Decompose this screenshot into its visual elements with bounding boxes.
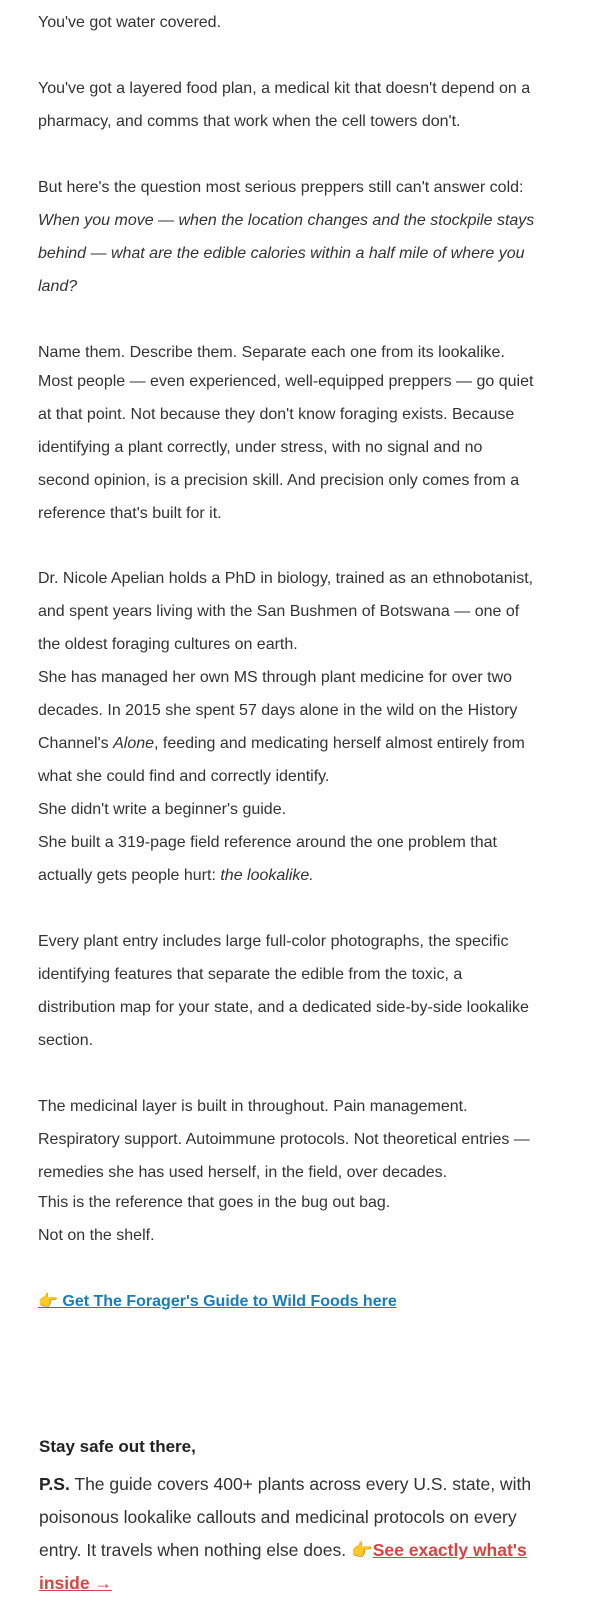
pointing-hand-icon: 👉 — [38, 1293, 58, 1310]
see-inside-link-continued[interactable]: inside → — [39, 1573, 112, 1593]
paragraph-line: She didn't write a beginner's guide. — [38, 801, 287, 818]
paragraph-line: at that point. Not because they don't know foraging exists. Because — [38, 406, 515, 423]
paragraph-intro: You've got water covered. — [38, 14, 222, 31]
ps-line — [39, 1473, 579, 1495]
signoff: Stay safe out there, — [39, 1437, 196, 1456]
text-span: Channel's — [38, 735, 114, 752]
text-span: , feeding and medicating herself almost entirely from — [154, 735, 525, 752]
paragraph-line: pharmacy, and comms that work when the cell towers don't. — [38, 113, 461, 130]
cta-label: Get The Forager's Guide to Wild Foods here — [57, 1293, 397, 1310]
paragraph-line: distribution map for your state, and a dedicated side-by-side lookalike — [38, 999, 529, 1016]
paragraph-line: This is the reference that goes in the bug out bag. — [38, 1194, 391, 1211]
paragraph-line: Most people — even experienced, well-equipped preppers — go quiet — [38, 373, 534, 390]
ps-line: poisonous lookalike callouts and medicinal protocols on every — [39, 1507, 517, 1527]
paragraph-line: identifying a plant correctly, under stress, with no signal and no — [38, 439, 483, 456]
paragraph-line: and spent years living with the San Bushmen of Botswana — one of — [38, 603, 520, 620]
italic-question-line: land? — [38, 278, 78, 295]
paragraph-line: section. — [38, 1032, 94, 1049]
show-title-alone: Alone — [113, 735, 155, 752]
paragraph-line: Respiratory support. Autoimmune protocols. Not theoretical entries — — [38, 1131, 530, 1148]
paragraph-line: She built a 319-page field reference around the one problem that — [38, 834, 497, 851]
pointing-hand-icon: 👉 — [350, 1540, 373, 1560]
paragraph-line: remedies she has used herself, in the field, over decades. — [38, 1164, 448, 1181]
paragraph-line: identifying features that separate the edible from the toxic, a — [38, 966, 463, 983]
paragraph-line — [38, 866, 314, 886]
see-inside-link[interactable]: See exactly what's — [372, 1540, 527, 1560]
cta-forager-guide-link[interactable] — [38, 1293, 397, 1310]
ps-line — [39, 1539, 579, 1561]
paragraph-line: Name them. Describe them. Separate each one from its lookalike. — [38, 344, 505, 361]
ps-line — [39, 1572, 579, 1594]
paragraph-line: reference that's built for it. — [38, 505, 222, 522]
italic-question-line: When you move — when the location changes and the stockpile stays — [38, 212, 535, 229]
paragraph-line: second opinion, is a precision skill. And precision only comes from a — [38, 472, 520, 489]
paragraph-line: But here's the question most serious preppers still can't answer cold: — [38, 179, 524, 196]
paragraph-line — [38, 734, 525, 754]
paragraph-line: what she could find and correctly identify. — [38, 768, 330, 785]
text-span: entry. It travels when nothing else does. — [39, 1540, 351, 1560]
text-span: actually gets people hurt: — [38, 867, 221, 884]
ps-label: P.S. — [39, 1474, 70, 1494]
text-span: The guide covers 400+ plants across every U.S. state, with — [69, 1474, 532, 1494]
paragraph-line: decades. In 2015 she spent 57 days alone in the wild on the History — [38, 702, 518, 719]
paragraph-line: The medicinal layer is built in throughout. Pain management. — [38, 1098, 468, 1115]
cta-line — [38, 1292, 397, 1312]
paragraph-line: the oldest foraging cultures on earth. — [38, 636, 298, 653]
italic-question-line: behind — what are the edible calories within a half mile of where you — [38, 245, 525, 262]
paragraph-line: Not on the shelf. — [38, 1227, 155, 1244]
paragraph-line: She has managed her own MS through plant medicine for over two — [38, 669, 513, 686]
paragraph-line: You've got a layered food plan, a medical kit that doesn't depend on a — [38, 80, 531, 97]
paragraph-line: Every plant entry includes large full-color photographs, the specific — [38, 933, 509, 950]
emphasis-lookalike: the lookalike. — [220, 867, 314, 884]
paragraph-line: Dr. Nicole Apelian holds a PhD in biology, trained as an ethnobotanist, — [38, 570, 534, 587]
